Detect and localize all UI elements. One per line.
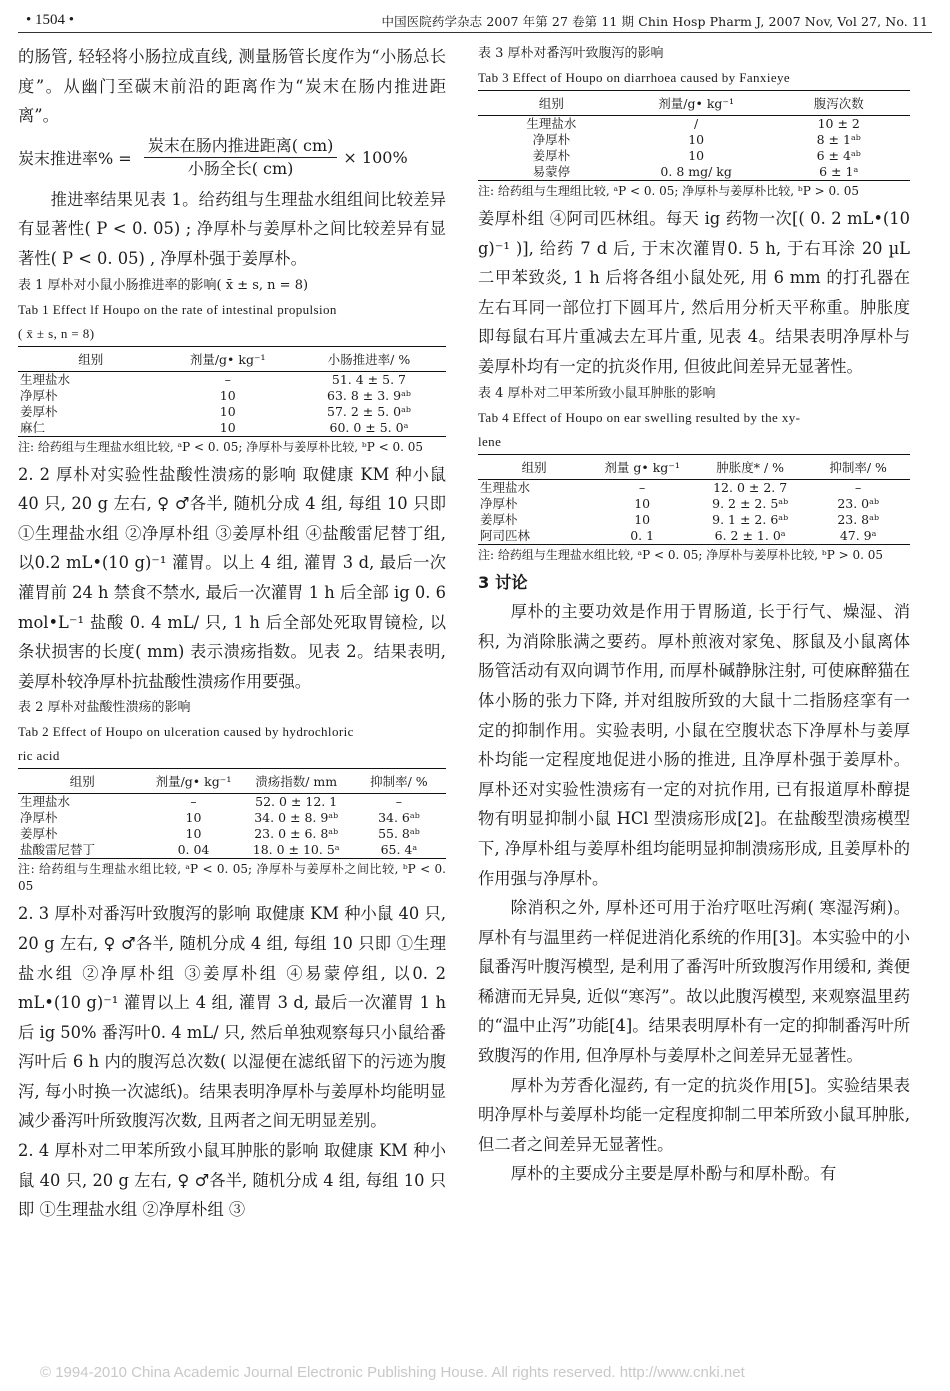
table-cell: 8 ± 1ᵃᵇ	[816, 132, 861, 147]
table-cell: 9. 2 ± 2. 5ᵃᵇ	[712, 495, 789, 511]
formula-rhs: × 100%	[343, 148, 408, 168]
table-cell: 0. 1	[630, 527, 655, 543]
table-cell: 23. 0ᵃᵇ	[837, 495, 879, 511]
table-cell: 10	[219, 387, 236, 403]
table1-caption-en-cont: ( x̄ ± s, n = 8)	[18, 325, 95, 341]
table-cell: 34. 0 ± 8. 9ᵃᵇ	[254, 810, 339, 826]
table-row	[478, 116, 910, 133]
table-header: 剂量/g• kg⁻¹	[658, 96, 735, 111]
discussion-paragraph: 厚朴为芳香化湿药, 有一定的抗炎作用[5]。实验结果表明净厚朴与姜厚朴均能一定程度抑制二甲苯所致小鼠耳肿胀, 但二者之间差异无显著性。	[478, 1075, 910, 1154]
table-header: 腹泻次数	[813, 96, 864, 111]
table-row	[478, 528, 910, 545]
table3-caption-en: Tab 3 Effect of Houpo on diarrhoea caused by Fanxieye	[478, 70, 791, 85]
table-row	[478, 132, 910, 148]
table-cell: 52. 0 ± 12. 1	[255, 794, 338, 810]
table1-caption-en: Tab 1 Effect lf Houpo on the rate of intestinal propulsion	[18, 301, 337, 317]
table-cell: 生理盐水	[480, 479, 531, 495]
table-cell: 47. 9ᵃ	[839, 527, 877, 543]
table-cell: 55. 8ᵃᵇ	[378, 826, 420, 842]
table-row	[18, 794, 446, 811]
table-cell: 6 ± 4ᵃᵇ	[816, 148, 861, 163]
table-cell: 23. 8ᵃᵇ	[837, 511, 879, 527]
table-cell: 10	[634, 511, 651, 527]
table2-caption-cn: 表 2 厚朴对盐酸性溃疡的影响	[18, 700, 191, 716]
table4-caption-en: Tab 4 Effect of Houpo on ear swelling resulted by the xy-	[478, 409, 801, 425]
table1-caption-cn: 表 1 厚朴对小鼠小肠推进率的影响( x̄ ± s, n = 8)	[18, 277, 309, 293]
table-cell: 盐酸雷尼替丁	[20, 842, 96, 858]
table-cell: 生理盐水	[20, 371, 71, 387]
table-header: 组别	[521, 459, 547, 475]
body-paragraph: 推进率结果见表 1。给药组与生理盐水组组间比较差异有显著性( P < 0. 05) ; 净厚朴与姜厚朴之间比较差异有显著性( P < 0. 05) , 净厚朴强于姜厚朴。	[18, 189, 446, 268]
table-cell: 51. 4 ± 5. 7	[331, 371, 406, 387]
table2-note: 注: 给药组与生理盐水组比较, ᵃP < 0. 05; 净厚朴与姜厚朴之间比较, ᵇP < 0. 05	[18, 862, 446, 894]
table-cell: 10	[185, 826, 202, 842]
table-cell: 34. 6ᵃᵇ	[378, 810, 420, 826]
table-header: 抑制率/ %	[370, 774, 428, 790]
copyright-footer: © 1994-2010 China Academic Journal Electronic Publishing House. All rights reserved. http://www.cnki.net	[40, 1364, 745, 1381]
table4-caption-cn: 表 4 厚朴对二甲苯所致小鼠耳肿胀的影响	[478, 385, 716, 401]
table-cell: 18. 0 ± 10. 5ᵃ	[252, 842, 340, 858]
table-cell: 23. 0 ± 6. 8ᵃᵇ	[254, 826, 339, 842]
formula-lhs: 炭末推进率% =	[18, 149, 132, 169]
table-4	[478, 454, 910, 545]
table-row	[18, 371, 446, 388]
table-cell: 10	[634, 495, 651, 511]
left-column	[18, 42, 446, 1225]
table3-caption-cn: 表 3 厚朴对番泻叶致腹泻的影响	[478, 46, 664, 61]
table-1	[18, 346, 446, 437]
page-number: • 1504 •	[26, 12, 75, 28]
table-cell: 6. 2 ± 1. 0ᵃ	[714, 527, 786, 543]
table-cell: 0. 04	[177, 842, 210, 858]
table-row	[18, 842, 446, 859]
table-cell: –	[190, 794, 197, 810]
table-cell: 57. 2 ± 5. 0ᵃᵇ	[327, 403, 411, 419]
table-header: 肿胀度* / %	[716, 459, 785, 475]
discussion-paragraph: 除消积之外, 厚朴还可用于治疗呕吐泻痢( 寒湿泻痢)。厚朴有与温里药一样促进消化系统的作用[3]。本实验中的小鼠番泻叶腹泻模型, 是利用了番泻叶所致腹泻作用缓和, 粪便稀溏而无异臭, 近似“寒泻”。故以此腹泻模型, 来观察温里药的“温中止泻”功能[4]。结果表明厚朴有一定的抑制番泻叶所致腹泻的作用, 但净厚朴与姜厚朴之间差异无显著性。	[478, 898, 910, 1066]
discussion-paragraph: 厚朴的主要成分主要是厚朴酚与和厚朴酚。有	[510, 1164, 837, 1184]
table-cell: 0. 8 mg/ kg	[660, 164, 732, 179]
body-paragraph: 姜厚朴组 ④阿司匹林组。每天 ig 药物一次[( 0. 2 mL•(10 g)⁻¹ )], 给药 7 d 后, 于末次灌胃0. 5 h, 于右耳涂 20 µL 二甲苯致炎, 1 h 后将各组小鼠处死, 用 6 mm 的打孔器在左右耳同一部位打下圆耳片, 然后用分析天平称重。肿胀度即每鼠右耳片重减去左耳片重, 见表 4。结果表明净厚朴与姜厚朴均有一定的抗炎作用, 但彼此间差异无显著性。	[478, 209, 910, 376]
table-row	[478, 148, 910, 164]
formula-numerator: 炭末在肠内推进距离( cm)	[144, 135, 338, 158]
section-2-2: 2. 2 厚朴对实验性盐酸性溃疡的影响 取健康 KM 种小鼠 40 只, 20 g 左右, ♀ ♂各半, 随机分成 4 组, 每组 10 只即 ①生理盐水组 ②净厚朴组 ③姜厚朴组 ④盐酸雷尼替丁组, 以0.2 mL•(10 g)⁻¹ 灌胃。以上 4 组, 灌胃 3 d, 最后一次灌胃前 24 h 禁食不禁水, 最后一次灌胃 1 h 后全部 ig 0. 6 mol•L⁻¹ 盐酸 0. 4 mL/ 只, 1 h 后全部处死取胃镜检, 以条状损害的长度( mm) 表示溃疡指数。见表 2。结果表明, 姜厚朴较净厚朴抗盐酸性溃疡作用要强。	[18, 464, 446, 691]
table-header: 抑制率/ %	[829, 459, 887, 475]
table-cell: 10	[688, 132, 705, 147]
table-cell: 10	[219, 403, 236, 419]
table-cell: 净厚朴	[532, 132, 571, 147]
table-cell: 麻仁	[20, 419, 46, 435]
table1-note: 注: 给药组与生理盐水组比较, ᵃP < 0. 05; 净厚朴与姜厚朴比较, ᵇP < 0. 05	[18, 439, 423, 454]
table-row	[18, 810, 446, 826]
table-header: 组别	[78, 351, 104, 367]
table-cell: 6 ± 1ᵃ	[819, 164, 859, 179]
table-cell: –	[639, 479, 646, 495]
table-cell: 9. 1 ± 2. 6ᵃᵇ	[712, 511, 789, 527]
table-cell: 净厚朴	[480, 495, 518, 511]
table-header: 组别	[538, 96, 564, 111]
table-cell: 易蒙停	[532, 164, 571, 179]
section-2-3: 2. 3 厚朴对番泻叶致腹泻的影响 取健康 KM 种小鼠 40 只, 20 g 左右, ♀ ♂各半, 随机分成 4 组, 每组 10 只即 ①生理盐水组 ②净厚朴组 ③姜厚朴组 ④易蒙停组, 以0. 2 mL•(10 g)⁻¹ 灌胃以上 4 组, 灌胃 3 d, 最后一次灌胃 1 h 后 ig 50% 番泻叶0. 4 mL/ 只, 然后单独观察每只小鼠给番泻叶后 6 h 内的腹泻总次数( 以湿便在滤纸留下的污迹为腹泻, 每小时换一次滤纸)。结果表明净厚朴与姜厚朴均能明显减少番泻叶所致腹泻次数, 且两者之间无明显差别。	[18, 904, 446, 1131]
table3-note: 注: 给药组与生理组比较, ᵃP < 0. 05; 净厚朴与姜厚朴比较, ᵇP > 0. 05	[478, 184, 859, 198]
running-header	[18, 8, 932, 33]
formula-denominator: 小肠全长( cm)	[187, 159, 294, 179]
table-cell: 10	[688, 148, 705, 163]
table-cell: 生理盐水	[20, 794, 71, 810]
table-cell: 姜厚朴	[532, 148, 571, 163]
table-cell: 姜厚朴	[20, 403, 58, 419]
table-cell: /	[694, 116, 699, 131]
table-row	[18, 826, 446, 842]
table-header: 剂量/g• kg⁻¹	[189, 351, 266, 367]
table-cell: 姜厚朴	[480, 511, 518, 527]
table-row	[18, 404, 446, 420]
table-cell: 65. 4ᵃ	[380, 842, 418, 858]
table-header: 剂量/g• kg⁻¹	[155, 774, 232, 790]
table-cell: 10 ± 2	[817, 116, 860, 131]
journal-citation: 中国医院药学杂志 2007 年第 27 卷第 11 期 Chin Hosp Pharm J, 2007 Nov, Vol 27, No. 11	[381, 14, 928, 29]
table-cell: –	[855, 479, 862, 495]
table-cell: –	[224, 371, 231, 387]
table-row	[478, 479, 910, 496]
discussion-paragraph: 厚朴的主要功效是作用于胃肠道, 长于行气、燥湿、消积, 为消除胀满之要药。厚朴煎液对家兔、豚鼠及小鼠离体肠管活动有双向调节作用, 而厚朴碱静脉注射, 可使麻醉猫在体小肠的张力下降, 并对组胺所致的大鼠十二指肠痉挛有一定的抑制作用。实验表明, 小鼠在空腹状态下净厚朴与姜厚朴均能一定程度地促进小肠的推进, 且净厚朴强于姜厚朴。厚朴还对实验性溃疡有一定的对抗作用, 已有报道厚朴醇提物有明显抑制小鼠 HCl 型溃疡形成[2]。在盐酸型溃疡模型下, 净厚朴组与姜厚朴组均能明显抑制溃疡形成, 且姜厚朴的作用强与净厚朴。	[478, 602, 910, 888]
table-cell: –	[395, 794, 403, 810]
table-row	[478, 164, 910, 181]
table-row	[478, 496, 910, 512]
propulsion-formula	[18, 133, 446, 183]
table-header: 组别	[69, 774, 95, 790]
table-2	[18, 768, 446, 859]
table-cell: 净厚朴	[20, 810, 58, 826]
table-header: 小肠推进率/ %	[327, 351, 411, 367]
table-3	[478, 90, 910, 181]
table-row	[478, 512, 910, 528]
section-3-heading: 3 讨论	[478, 572, 528, 592]
body-paragraph: 的肠管, 轻轻将小肠拉成直线, 测量肠管长度作为“小肠总长度”。从幽门至碳末前沿的距离作为“炭末在肠内推进距离”。	[18, 47, 446, 126]
table-cell: 姜厚朴	[20, 826, 58, 842]
table2-caption-en: Tab 2 Effect of Houpo on ulceration caused by hydrochloric	[18, 724, 354, 740]
table-header: 剂量 g• kg⁻¹	[604, 459, 680, 475]
table4-note: 注: 给药组与生理盐水组比较, ᵃP < 0. 05; 净厚朴与姜厚朴比较, ᵇP > 0. 05	[478, 547, 883, 562]
table-cell: 生理盐水	[526, 116, 577, 131]
table-cell: 阿司匹林	[480, 527, 531, 543]
table-cell: 10	[185, 810, 202, 826]
table-cell: 10	[219, 419, 236, 435]
table-cell: 60. 0 ± 5. 0ᵃ	[329, 419, 409, 435]
table-row	[18, 420, 446, 437]
table-header: 溃疡指数/ mm	[255, 774, 338, 790]
table-row	[18, 388, 446, 404]
table-cell: 63. 8 ± 3. 9ᵃᵇ	[327, 387, 411, 403]
table-cell: 净厚朴	[20, 387, 58, 403]
table-cell: 12. 0 ± 2. 7	[713, 479, 788, 495]
table4-caption-en-cont: lene	[478, 433, 502, 449]
formula-fraction	[144, 135, 338, 180]
section-2-4: 2. 4 厚朴对二甲苯所致小鼠耳肿胀的影响 取健康 KM 种小鼠 40 只, 20 g 左右, ♀ ♂各半, 随机分成 4 组, 每组 10 只即 ①生理盐水组 ②净厚朴组 ③	[18, 1141, 446, 1220]
table2-caption-en-cont: ric acid	[18, 748, 60, 764]
right-column	[478, 42, 910, 1189]
